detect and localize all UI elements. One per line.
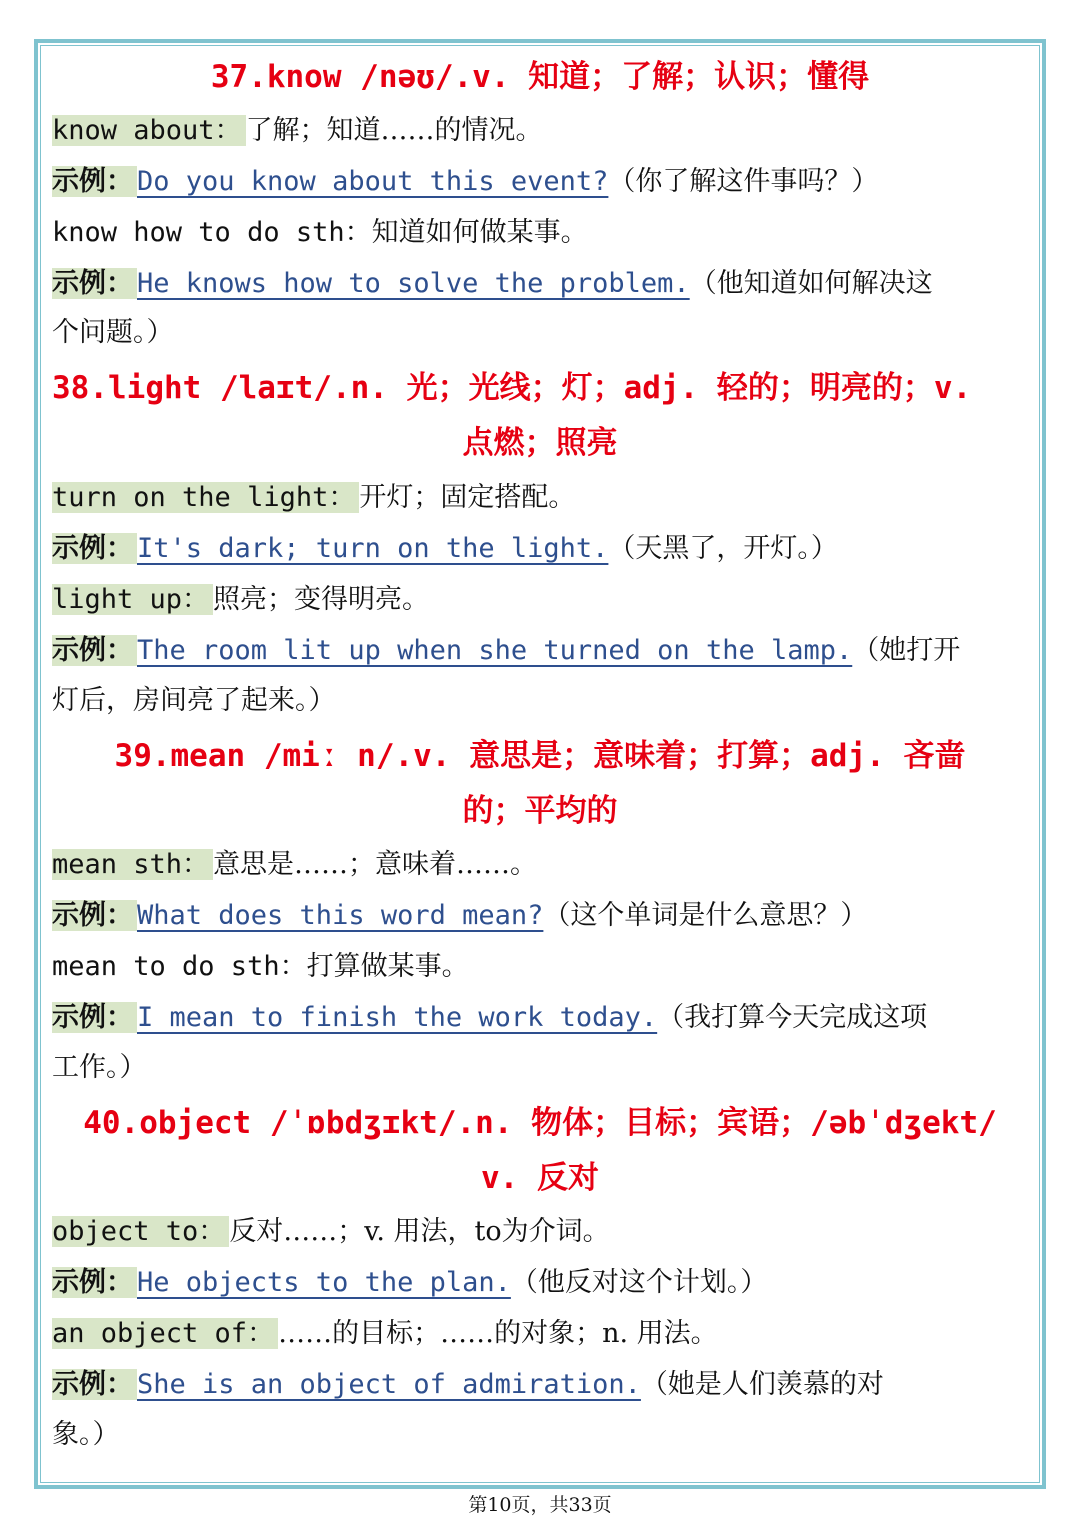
example-translation: （天黑了，开灯。） <box>608 533 838 564</box>
example-sentence: Do you know about this event? <box>137 166 609 197</box>
phrase-row <box>52 842 1036 888</box>
example-translation-cont: 灯后，房间亮了起来。） <box>52 685 336 716</box>
phrase-highlight: mean sth： <box>52 849 213 880</box>
example-row <box>52 1362 1036 1408</box>
phrase-meaning: 知道如何做某事。 <box>371 217 588 248</box>
example-translation-cont: 个问题。） <box>52 317 174 348</box>
heading-object: 40.object /ˈɒbdʒɪkt/.n. 物体；目标；宾语；/əbˈdʒekt/ <box>83 1105 997 1141</box>
heading-know: 37.know /nəʊ/.v. 知道；了解；认识；懂得 <box>210 59 870 95</box>
example-translation: （我打算今天完成这项 <box>657 1002 928 1033</box>
example-label: 示例： <box>52 268 137 299</box>
example-sentence: I mean to finish the work today. <box>137 1002 658 1033</box>
phrase-meaning: 了解；知道……的情况。 <box>245 115 543 146</box>
phrase-highlight: turn on the light： <box>52 482 359 513</box>
example-label: 示例： <box>52 900 137 931</box>
phrase-meaning: 照亮；变得明亮。 <box>213 584 430 615</box>
heading-light-cont: 点燃；照亮 <box>462 425 618 461</box>
phrase-meaning: ……的目标；……的对象；n. 用法。 <box>278 1318 718 1349</box>
example-translation: （他反对这个计划。） <box>510 1267 768 1298</box>
example-label: 示例： <box>52 1267 137 1298</box>
example-label: 示例： <box>52 166 137 197</box>
example-row <box>52 995 1036 1041</box>
example-translation: （她是人们羡慕的对 <box>640 1369 884 1400</box>
example-label: 示例： <box>52 1369 137 1400</box>
phrase-meaning: 打算做某事。 <box>306 951 469 982</box>
phrase-row <box>52 577 1036 623</box>
heading-mean: 39.mean /miː n/.v. 意思是；意味着；打算；adj. 吝啬 <box>114 738 966 774</box>
example-sentence: He objects to the plan. <box>137 1267 511 1298</box>
phrase-meaning: 开灯；固定搭配。 <box>359 482 576 513</box>
example-row <box>52 1260 1036 1306</box>
phrase-meaning: 意思是……；意味着……。 <box>213 849 538 880</box>
heading-light: 38.light /laɪt/.n. 光；光线；灯；adj. 轻的；明亮的；v. <box>52 370 972 406</box>
example-row <box>52 893 1036 939</box>
phrase-row <box>52 1209 1036 1255</box>
example-translation: （她打开 <box>852 635 961 666</box>
example-row <box>52 526 1036 572</box>
phrase-row <box>52 108 1036 154</box>
example-row <box>52 261 1036 307</box>
example-row <box>52 159 1036 205</box>
phrase-row <box>52 475 1036 521</box>
example-sentence: It's dark; turn on the light. <box>137 533 609 564</box>
example-translation: （你了解这件事吗？） <box>608 166 879 197</box>
heading-mean-cont: 的；平均的 <box>462 793 618 829</box>
phrase-text: know how to do sth： <box>52 217 372 248</box>
phrase-highlight: an object of： <box>52 1318 278 1349</box>
phrase-meaning: 反对……；v. 用法，to为介词。 <box>229 1216 610 1247</box>
example-label: 示例： <box>52 635 137 666</box>
example-sentence: He knows how to solve the problem. <box>137 268 690 299</box>
phrase-text: mean to do sth： <box>52 951 307 982</box>
example-row <box>52 628 1036 674</box>
example-translation-cont: 象。） <box>52 1419 120 1450</box>
example-sentence: The room lit up when she turned on the lamp. <box>137 635 853 666</box>
example-translation-cont: 工作。） <box>52 1052 147 1083</box>
example-translation: （他知道如何解决这 <box>689 268 933 299</box>
phrase-highlight: know about： <box>52 115 246 146</box>
phrase-highlight: light up： <box>52 584 213 615</box>
heading-object-cont: v. 反对 <box>481 1160 599 1196</box>
example-sentence: She is an object of admiration. <box>137 1369 641 1400</box>
phrase-row <box>52 1311 1036 1357</box>
page-number-footer: 第10页，共33页 <box>468 1494 612 1516</box>
phrase-row <box>52 944 1036 990</box>
example-label: 示例： <box>52 533 137 564</box>
phrase-row <box>52 210 1036 256</box>
example-translation: （这个单词是什么意思？） <box>543 900 868 931</box>
example-label: 示例： <box>52 1002 137 1033</box>
phrase-highlight: object to： <box>52 1216 229 1247</box>
example-sentence: What does this word mean? <box>137 900 544 931</box>
